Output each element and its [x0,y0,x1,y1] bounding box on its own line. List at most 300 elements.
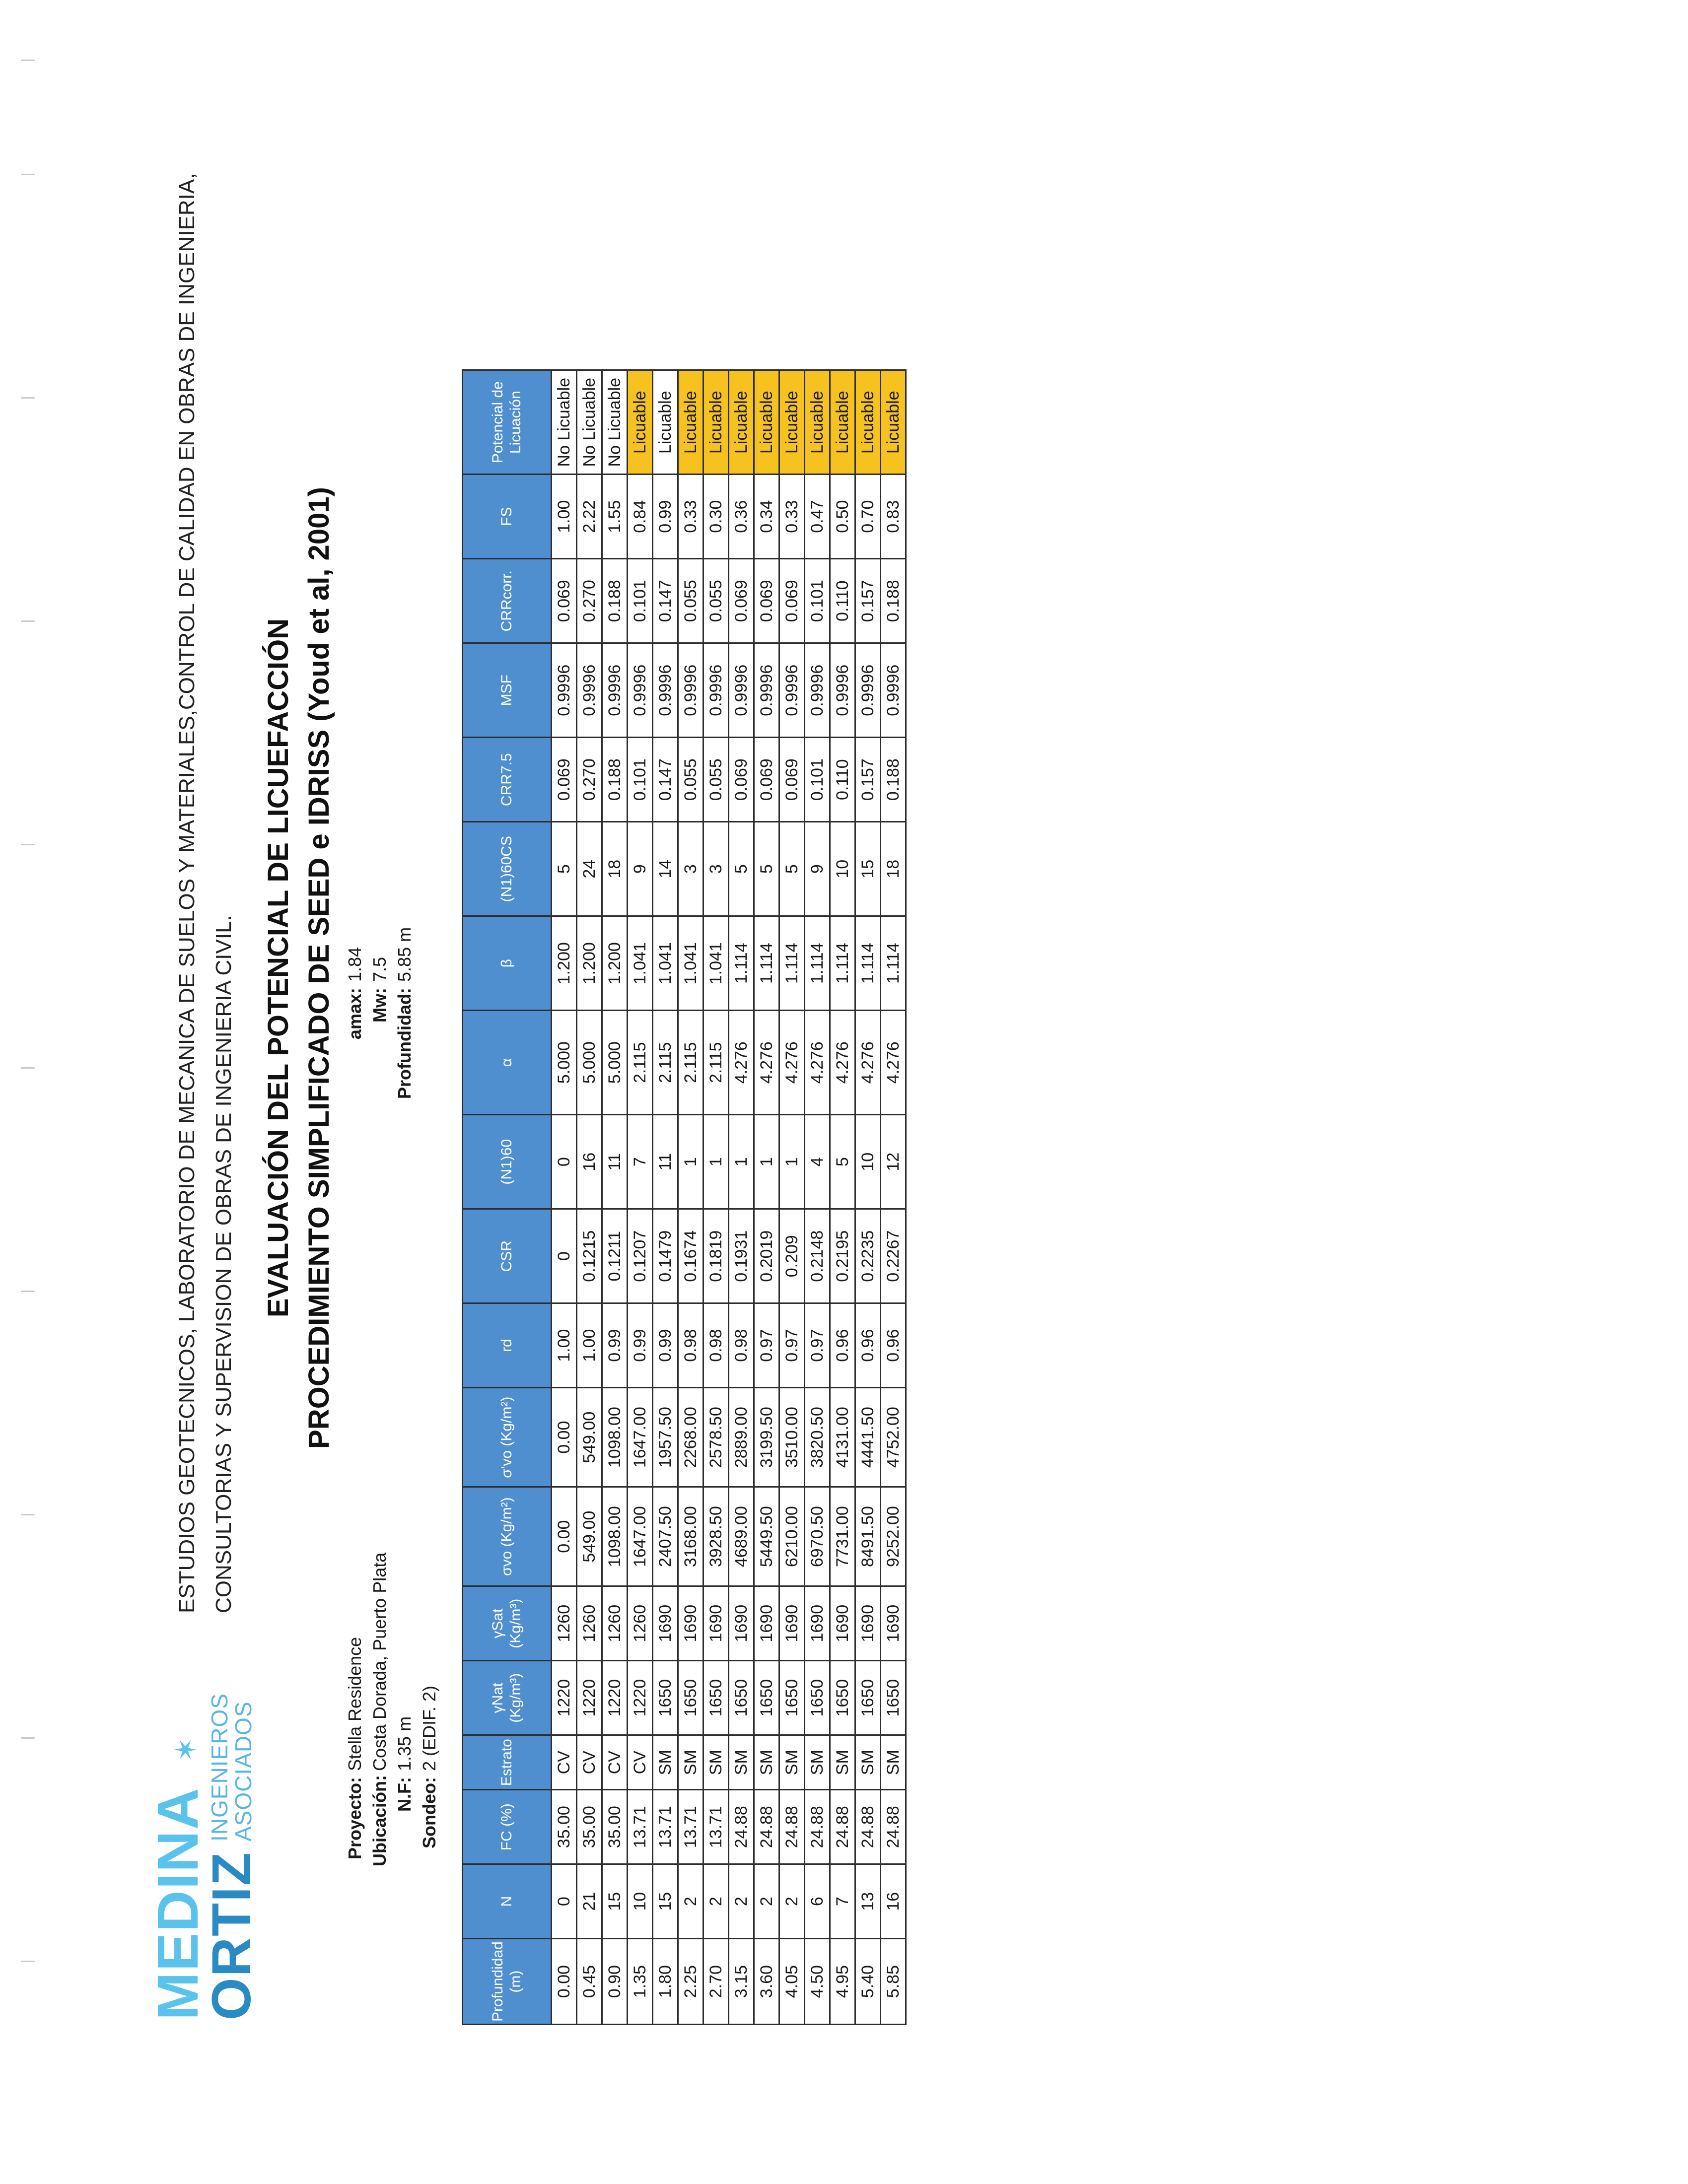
table-cell: SM [830,1735,855,1790]
table-cell: 1957.50 [653,1388,678,1487]
table-cell: 1.041 [653,916,678,1011]
table-cell: 5 [779,822,805,916]
table-cell: 24.88 [881,1790,906,1864]
table-cell: 7 [628,1115,653,1209]
table-cell: 2.22 [577,475,602,559]
table-cell: 0.188 [881,559,906,643]
table-cell: 0.069 [729,559,754,643]
table-row [628,370,653,2025]
table-cell: 0.1819 [703,1209,729,1303]
table-cell: 5 [754,822,779,916]
column-header: β [463,916,552,1011]
table-cell: 35.00 [602,1790,628,1864]
liquefaction-potential-cell: Licuable [881,370,906,475]
table-cell: 1690 [729,1586,754,1661]
table-cell: 2 [703,1864,729,1939]
table-cell: 1260 [628,1586,653,1661]
table-cell: 24.88 [754,1790,779,1864]
table-cell: 0.9996 [881,643,906,738]
title-line-2: PROCEDIMIENTO SIMPLIFICADO DE SEED e IDRISS (Youd et al, 2001) [303,487,335,1449]
table-cell: 0.33 [779,475,805,559]
table-cell: 11 [602,1115,628,1209]
project-info [343,1553,442,1866]
table-row [552,370,577,2025]
table-cell: 13.71 [678,1790,703,1864]
table-cell: 0.055 [678,738,703,822]
table-cell: 5.000 [602,1011,628,1115]
table-cell: 1650 [830,1661,855,1735]
borehole-row: Sondeo:2 (EDIF. 2) [419,1685,439,1848]
table-cell: 16 [577,1115,602,1209]
column-header: σ'vo (Kg/m²) [463,1388,552,1487]
table-cell: 4.276 [830,1011,855,1115]
location-row: Ubicación:Costa Dorada, Puerto Plata [369,1552,390,1866]
logo-medina: MEDINA [145,1787,210,2020]
table-cell: 2 [678,1864,703,1939]
table-cell: 1.200 [577,916,602,1011]
analysis-parameters [343,854,417,1112]
table-cell: 12 [881,1115,906,1209]
table-cell: 0.1207 [628,1209,653,1303]
table-cell: 1650 [855,1661,881,1735]
table-cell: 0.055 [678,559,703,643]
table-cell: 5449.50 [754,1487,779,1586]
column-header: σvo (Kg/m²) [463,1487,552,1586]
table-cell: 1.114 [805,916,830,1011]
column-header: Potencial de Licuación [463,370,552,475]
table-cell: 1.114 [830,916,855,1011]
table-cell: 2.115 [653,1011,678,1115]
table-cell: 0.1674 [678,1209,703,1303]
table-cell: 1650 [779,1661,805,1735]
column-header: α [463,1011,552,1115]
liquefaction-potential-cell: Licuable [855,370,881,475]
column-header: MSF [463,643,552,738]
table-cell: SM [754,1735,779,1790]
column-header: FS [463,475,552,559]
table-cell: 0.9996 [628,643,653,738]
table-cell: 0.99 [653,475,678,559]
table-cell: 35.00 [577,1790,602,1864]
table-cell: 6210.00 [779,1487,805,1586]
table-cell: 1 [729,1115,754,1209]
table-cell: 0.2148 [805,1209,830,1303]
table-cell: 24.88 [830,1790,855,1864]
table-cell: 35.00 [552,1790,577,1864]
table-cell: SM [678,1735,703,1790]
table-cell: 0.50 [830,475,855,559]
table-cell: 2.115 [678,1011,703,1115]
table-row [653,370,678,2025]
table-cell: 0.36 [729,475,754,559]
table-cell: 4752.00 [881,1388,906,1487]
table-cell: 0.188 [602,738,628,822]
table-cell: 13.71 [628,1790,653,1864]
table-cell: 0.9996 [577,643,602,738]
liquefaction-potential-cell: Licuable [805,370,830,475]
table-cell: 0.1479 [653,1209,678,1303]
table-cell: 0.270 [577,559,602,643]
table-cell: 15 [602,1864,628,1939]
table-cell: 14 [653,822,678,916]
table-cell: 0.9996 [552,643,577,738]
table-cell: 0.069 [779,559,805,643]
table-cell: 0 [552,1115,577,1209]
table-cell: 1.114 [855,916,881,1011]
table-cell: 5.000 [552,1011,577,1115]
table-cell: 3 [678,822,703,916]
table-cell: 1220 [577,1661,602,1735]
table-cell: SM [855,1735,881,1790]
table-cell: 0.2195 [830,1209,855,1303]
table-cell: 1220 [552,1661,577,1735]
table-cell: 5 [552,822,577,916]
table-cell: 1690 [855,1586,881,1661]
table-cell: 0.157 [855,738,881,822]
column-header: CRR7.5 [463,738,552,822]
table-cell: 0.9996 [678,643,703,738]
table-cell: 1 [779,1115,805,1209]
table-cell: 1647.00 [628,1388,653,1487]
table-cell: 0.99 [628,1303,653,1388]
table-cell: 1.200 [552,916,577,1011]
table-cell: 7731.00 [830,1487,855,1586]
table-cell: SM [881,1735,906,1790]
liquefaction-potential-cell: Licuable [729,370,754,475]
table-cell: 0.99 [602,1303,628,1388]
table-cell: 5.85 [881,1939,906,2025]
column-header: CSR [463,1209,552,1303]
table-cell: 1650 [678,1661,703,1735]
column-header: (N1)60 [463,1115,552,1209]
table-cell: 15 [855,822,881,916]
table-cell: 2 [754,1864,779,1939]
table-cell: 0.2267 [881,1209,906,1303]
table-cell: 11 [653,1115,678,1209]
table-cell: 0.00 [552,1939,577,2025]
table-cell: SM [779,1735,805,1790]
table-cell: 0.34 [754,475,779,559]
table-cell: 0.101 [805,559,830,643]
table-cell: 1.114 [779,916,805,1011]
table-cell: 1.35 [628,1939,653,2025]
table-cell: 0.83 [881,475,906,559]
table-cell: 1.041 [628,916,653,1011]
table-cell: 4.276 [855,1011,881,1115]
table-cell: 4.276 [881,1011,906,1115]
table-cell: 4.276 [754,1011,779,1115]
table-cell: 1098.00 [602,1388,628,1487]
table-cell: 1260 [602,1586,628,1661]
table-cell: 0.1215 [577,1209,602,1303]
table-cell: 1650 [703,1661,729,1735]
table-cell: 3928.50 [703,1487,729,1586]
table-cell: 1650 [805,1661,830,1735]
table-cell: 0.00 [552,1487,577,1586]
logo-ingenieros: INGENIEROS [207,1693,232,1842]
table-cell: 0.9996 [805,643,830,738]
table-cell: 4441.50 [855,1388,881,1487]
table-row [855,370,881,2025]
table-cell: 2.115 [628,1011,653,1115]
depth-row: Profundidad:5.85 m [394,927,415,1099]
liquefaction-potential-cell: No Licuable [552,370,577,475]
table-cell: 2578.50 [703,1388,729,1487]
table-cell: 0.209 [779,1209,805,1303]
table-cell: 0.45 [577,1939,602,2025]
table-cell: 21 [577,1864,602,1939]
table-cell: 0.47 [805,475,830,559]
column-header: Profundidad (m) [463,1939,552,2025]
table-cell: 1650 [729,1661,754,1735]
table-cell: 4.276 [729,1011,754,1115]
column-header: γNat (Kg/m³) [463,1661,552,1735]
table-cell: 0.90 [602,1939,628,2025]
table-cell: 0.99 [653,1303,678,1388]
table-cell: 0.9996 [729,643,754,738]
table-cell: 5 [729,822,754,916]
table-cell: 0 [552,1209,577,1303]
table-cell: 0.9996 [602,643,628,738]
table-cell: 9 [628,822,653,916]
table-cell: CV [577,1735,602,1790]
table-cell: 1690 [653,1586,678,1661]
table-cell: CV [602,1735,628,1790]
table-cell: 0.110 [830,559,855,643]
table-cell: 8491.50 [855,1487,881,1586]
title-line-1: EVALUACIÓN DEL POTENCIAL DE LICUEFACCIÓN [262,618,294,1318]
table-cell: 1.114 [729,916,754,1011]
table-cell: 5 [830,1115,855,1209]
table-cell: 0.33 [678,475,703,559]
table-cell: 0.1211 [602,1209,628,1303]
table-cell: 2268.00 [678,1388,703,1487]
company-description [169,50,242,1613]
table-cell: 1260 [577,1586,602,1661]
liquefaction-potential-cell: Licuable [830,370,855,475]
table-cell: 1.00 [577,1303,602,1388]
table-cell: 9 [805,822,830,916]
table-cell: 4 [805,1115,830,1209]
liquefaction-potential-cell: No Licuable [577,370,602,475]
table-cell: 3168.00 [678,1487,703,1586]
table-cell: SM [653,1735,678,1790]
table-cell: 3199.50 [754,1388,779,1487]
table-cell: 10 [628,1864,653,1939]
company-line-1: ESTUDIOS GEOTECNICOS, LABORATORIO DE MECANICA DE SUELOS Y MATERIALES,CONTROL DE CALIDAD EN OBRAS DE INGENIERIA, [175,173,199,1613]
table-cell: 0.96 [830,1303,855,1388]
table-cell: 0.9996 [830,643,855,738]
table-cell: 1690 [805,1586,830,1661]
column-header: FC (%) [463,1790,552,1864]
table-body [552,370,906,2025]
column-header: Estrato [463,1735,552,1790]
table-cell: 4131.00 [830,1388,855,1487]
liquefaction-potential-cell: Licuable [754,370,779,475]
table-cell: 0.9996 [754,643,779,738]
table-cell: 1 [703,1115,729,1209]
table-cell: 0.101 [805,738,830,822]
table-row [805,370,830,2025]
table-cell: 24.88 [855,1790,881,1864]
table-cell: 10 [855,1115,881,1209]
table-cell: 16 [881,1864,906,1939]
table-cell: 1690 [754,1586,779,1661]
table-cell: 0.98 [703,1303,729,1388]
table-cell: 0.96 [881,1303,906,1388]
liquefaction-table [462,369,907,2025]
table-cell: 13 [855,1864,881,1939]
amax-row: amax:1.84 [345,947,365,1040]
table-cell: 1.041 [703,916,729,1011]
table-cell: 0.101 [628,738,653,822]
table-cell: 24.88 [729,1790,754,1864]
table-cell: 0.270 [577,738,602,822]
table-cell: CV [552,1735,577,1790]
table-cell: 3510.00 [779,1388,805,1487]
column-header: γSat (Kg/m³) [463,1586,552,1661]
table-row [754,370,779,2025]
table-cell: 3 [703,822,729,916]
liquefaction-potential-cell: Licuable [779,370,805,475]
table-cell: 0.84 [628,475,653,559]
liquefaction-potential-cell: No Licuable [602,370,628,475]
table-cell: 15 [653,1864,678,1939]
logo-ortiz: ORTIZ [201,1851,262,2020]
table-cell: 7 [830,1864,855,1939]
table-cell: 0.069 [779,738,805,822]
liquefaction-potential-cell: Licuable [653,370,678,475]
table-cell: 1.80 [653,1939,678,2025]
table-cell: 0.98 [729,1303,754,1388]
table-cell: 1690 [703,1586,729,1661]
table-cell: 4689.00 [729,1487,754,1586]
table-cell: 1.114 [881,916,906,1011]
table-cell: 2 [729,1864,754,1939]
table-cell: 0.1931 [729,1209,754,1303]
table-cell: 3.15 [729,1939,754,2025]
table-cell: 1650 [754,1661,779,1735]
table-cell: 1220 [602,1661,628,1735]
table-cell: 1.200 [602,916,628,1011]
table-cell: 0.9996 [855,643,881,738]
table-cell: 1690 [830,1586,855,1661]
liquefaction-potential-cell: Licuable [678,370,703,475]
table-cell: 0.055 [703,559,729,643]
table-cell: 2407.50 [653,1487,678,1586]
column-header: rd [463,1303,552,1388]
table-cell: 549.00 [577,1388,602,1487]
table-cell: 1690 [881,1586,906,1661]
table-cell: 0.97 [805,1303,830,1388]
logo-star-icon: ✶ [169,1737,203,1762]
table-cell: 0.70 [855,475,881,559]
table-cell: 13.71 [703,1790,729,1864]
table-cell: 0.97 [779,1303,805,1388]
table-cell: 0.069 [754,738,779,822]
table-cell: 5.40 [855,1939,881,2025]
table-cell: 0.147 [653,738,678,822]
liquefaction-potential-cell: Licuable [703,370,729,475]
mw-row: Mw:7.5 [369,956,390,1023]
table-cell: 0.069 [729,738,754,822]
table-cell: 4.95 [830,1939,855,2025]
table-row [577,370,602,2025]
table-cell: 10 [830,822,855,916]
table-cell: 24.88 [805,1790,830,1864]
table-cell: 1.55 [602,475,628,559]
table-cell: 0.055 [703,738,729,822]
table-cell: 0.2019 [754,1209,779,1303]
table-cell: 0.96 [855,1303,881,1388]
table-cell: 0.00 [552,1388,577,1487]
table-cell: SM [729,1735,754,1790]
table-cell: 4.05 [779,1939,805,2025]
table-cell: 18 [602,822,628,916]
company-logo [145,1693,263,2020]
table-cell: 1220 [628,1661,653,1735]
liquefaction-potential-cell: Licuable [628,370,653,475]
table-cell: 6 [805,1864,830,1939]
table-cell: 2 [779,1864,805,1939]
table-row [602,370,628,2025]
table-cell: 1.00 [552,475,577,559]
table-cell: 1 [754,1115,779,1209]
document-title [258,298,340,1638]
table-cell: 2.25 [678,1939,703,2025]
table-cell: 4.276 [805,1011,830,1115]
table-cell: 1647.00 [628,1487,653,1586]
company-line-2: CONSULTORIAS Y SUPERVISION DE OBRAS DE INGENIERIA CIVIL. [211,915,236,1613]
table-row [729,370,754,2025]
table-cell: 3820.50 [805,1388,830,1487]
table-row [830,370,855,2025]
logo-asociados: ASOCIADOS [230,1701,256,1842]
table-cell: 2.115 [703,1011,729,1115]
column-header: (N1)60CS [463,822,552,916]
table-cell: 0.30 [703,475,729,559]
table-cell: 1.041 [678,916,703,1011]
table-cell: 2889.00 [729,1388,754,1487]
table-cell: 0.98 [678,1303,703,1388]
table-row [703,370,729,2025]
table-cell: 1.00 [552,1303,577,1388]
table-cell: 24 [577,822,602,916]
table-cell: 1098.00 [602,1487,628,1586]
table-cell: CV [628,1735,653,1790]
table-cell: SM [805,1735,830,1790]
project-row: Proyecto:Stella Residence [345,1637,365,1860]
table-cell: 0.188 [602,559,628,643]
water-table-row: N.F:1.35 m [394,1716,415,1812]
table-cell: 0.101 [628,559,653,643]
table-cell: 9252.00 [881,1487,906,1586]
table-cell: 0.069 [552,738,577,822]
table-cell: 549.00 [577,1487,602,1586]
table-cell: 0.157 [855,559,881,643]
table-cell: 0.9996 [653,643,678,738]
table-cell: 18 [881,822,906,916]
table-cell: 1 [678,1115,703,1209]
table-cell: 0.069 [552,559,577,643]
column-header: N [463,1864,552,1939]
table-cell: 0.2235 [855,1209,881,1303]
table-cell: 4.276 [779,1011,805,1115]
table-cell: 0.97 [754,1303,779,1388]
table-row [881,370,906,2025]
table-cell: 4.50 [805,1939,830,2025]
table-cell: 13.71 [653,1790,678,1864]
